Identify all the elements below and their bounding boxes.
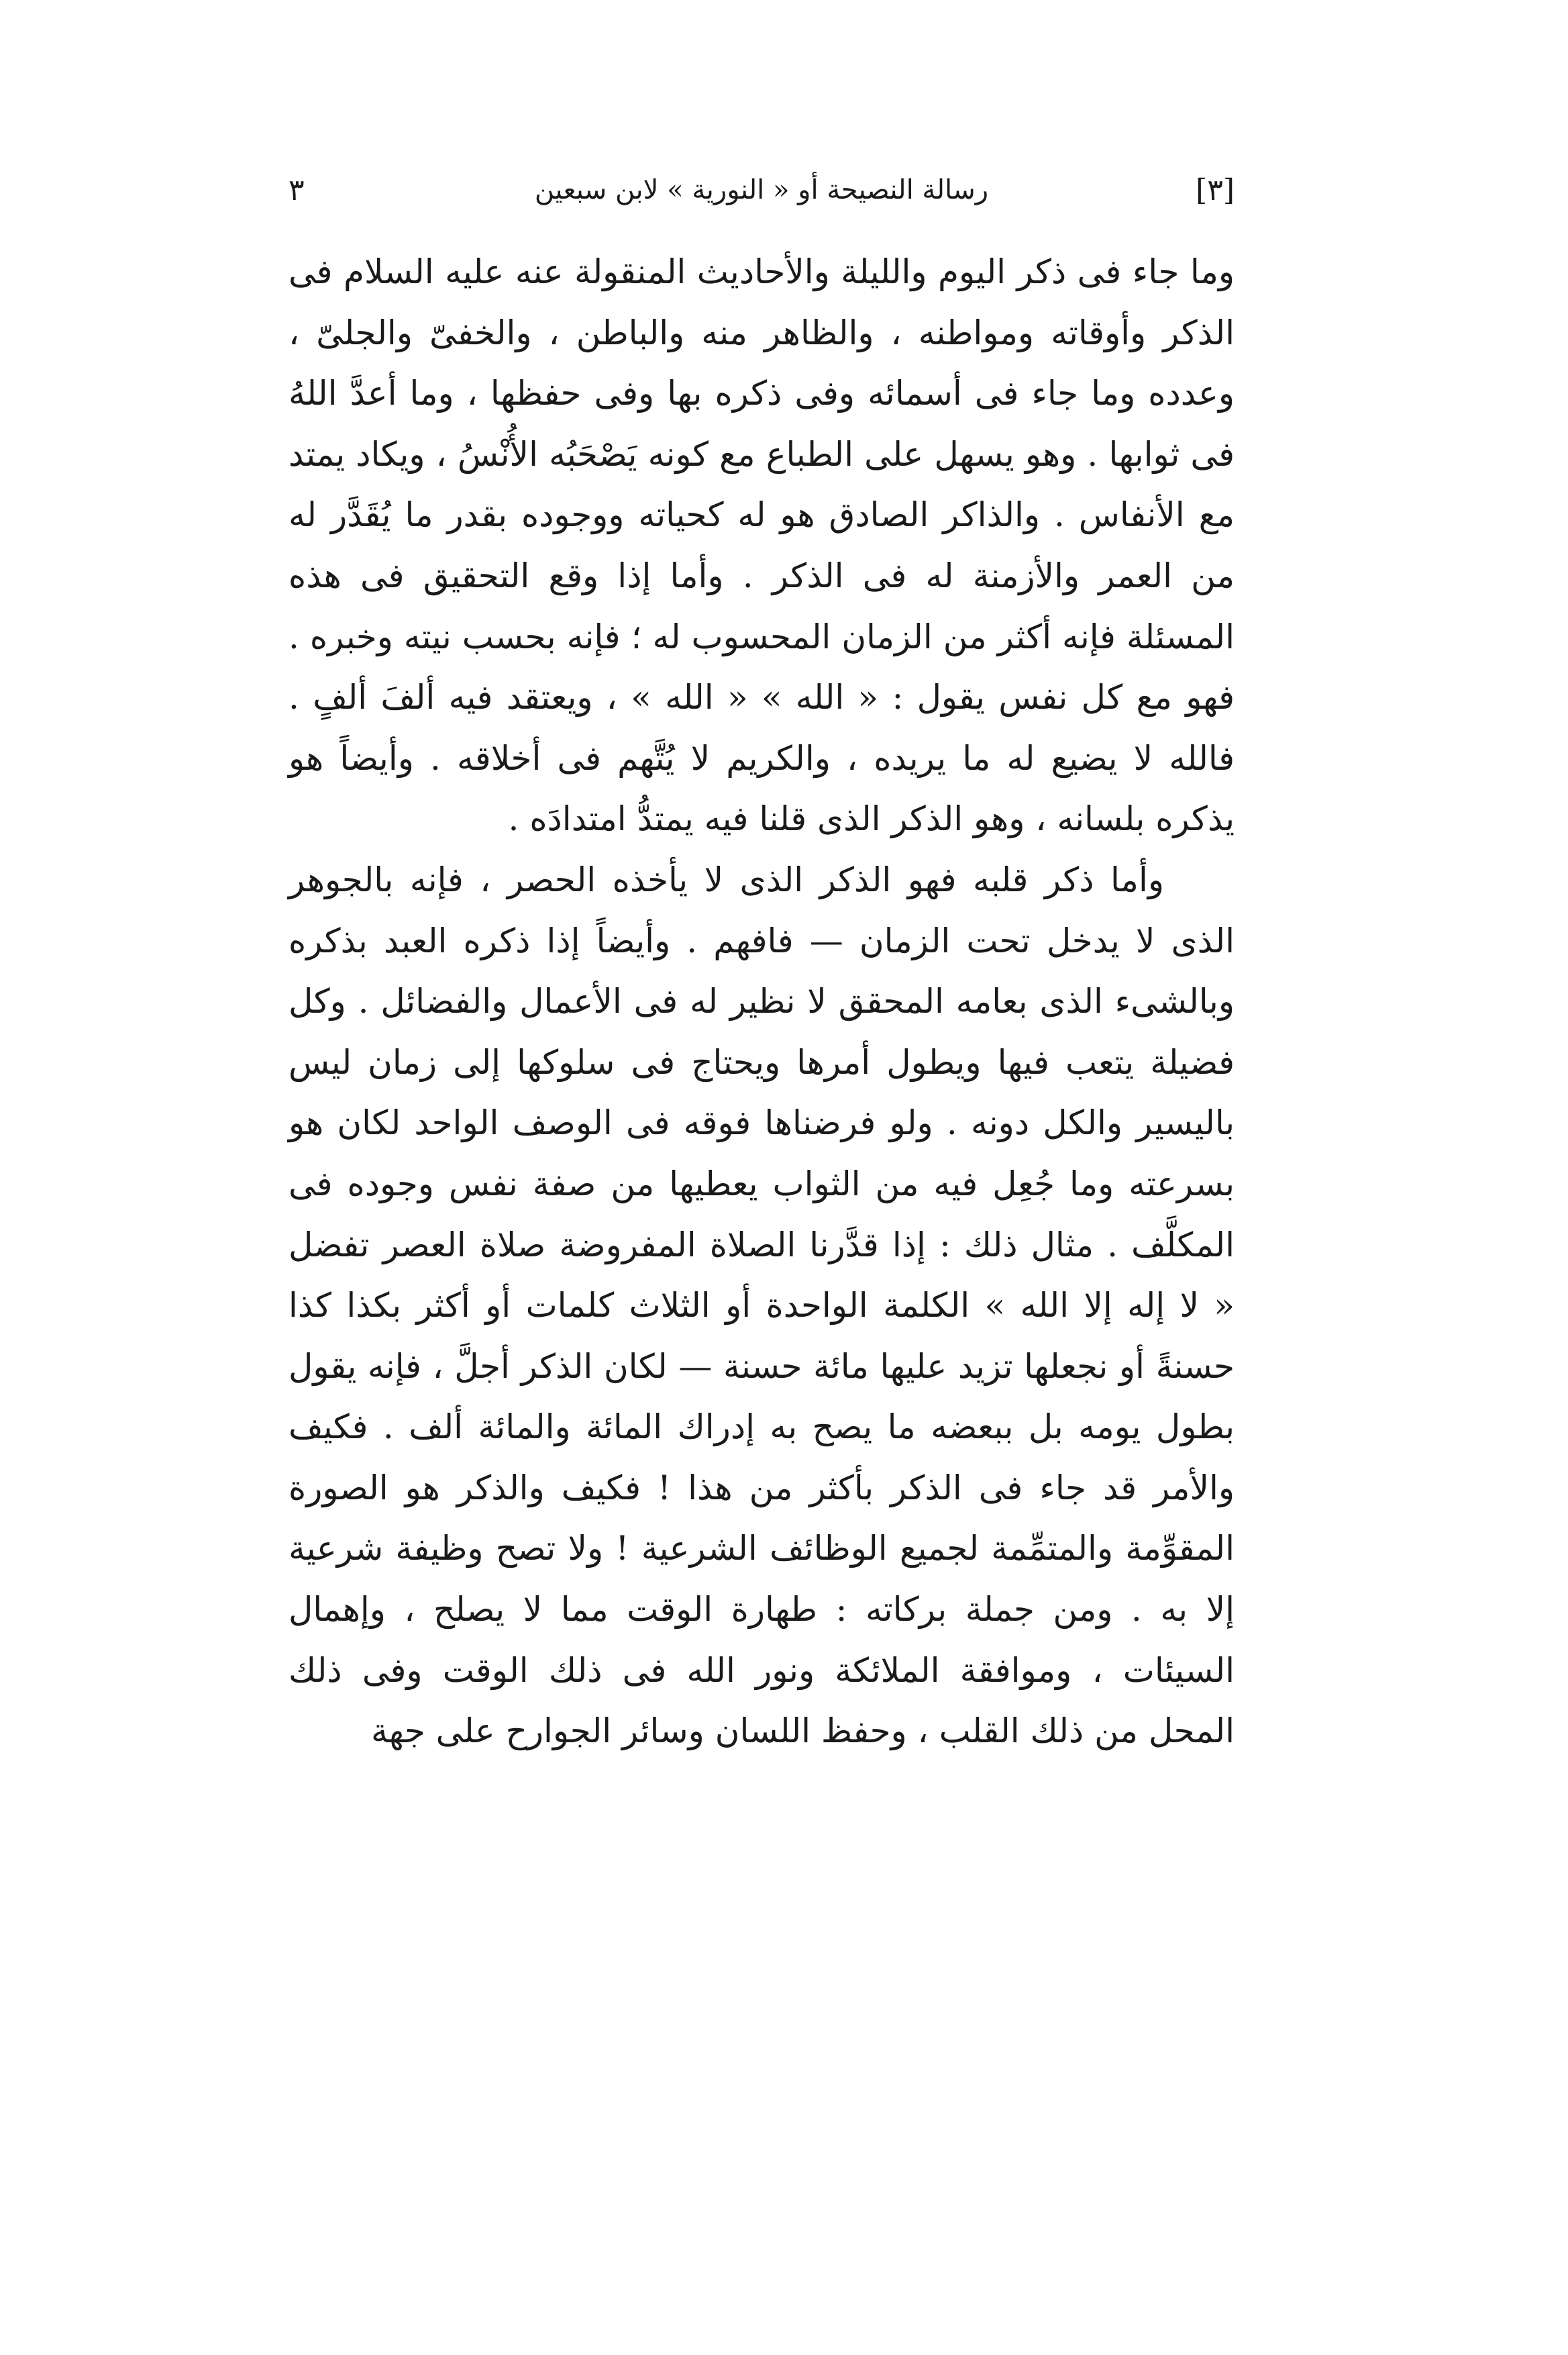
running-title: رسالة النصيحة أو « النورية » لابن سبعين [534,174,989,205]
page-header [289,173,1235,220]
section-marker: [٣] [1196,173,1235,207]
body-text [289,242,1235,1762]
paragraph-1: وما جاء فى ذكر اليوم والليلة والأحاديث المنقولة عنه عليه السلام فى الذكر وأوقاته ومواطنه ، والظاهر منه والباطن ، والخفىّ والجلىّ ، وعدده وما جاء فى أسمائه وفى ذكره بها وفى حفظها ، وما أعدَّ اللهُ فى ثوابها . وهو يسهل على الطباع مع كونه يَصْحَبُه الأُنْسُ ، ويكاد يمتد مع الأنفاس . والذاكر الصادق هو له كحياته ووجوده بقدر ما يُقَدَّر له من العمر والأزمنة له فى الذكر . وأما إذا وقع التحقيق فى هذه المسئلة فإنه أكثر من الزمان المحسوب له ؛ فإنه بحسب نيته وخبره . فهو مع كل نفس يقول : « الله » « الله » ، ويعتقد فيه ألفَ ألفٍ . فالله لا يضيع له ما يريده ، والكريم لا يُتَّهم فى أخلاقه . وأيضاً هو يذكره بلسانه ، وهو الذكر الذى قلنا فيه يمتدُّ امتدادَه . [289,252,1235,839]
page-number: ٣ [289,173,305,207]
paragraph-2: وأما ذكر قلبه فهو الذكر الذى لا يأخذه الحصر ، فإنه بالجوهر الذى لا يدخل تحت الزمان — فافهم . وأيضاً إذا ذكره العبد بذكره وبالشىء الذى بعامه المحقق لا نظير له فى الأعمال والفضائل . وكل فضيلة يتعب فيها ويطول أمرها ويحتاج فى سلوكها إلى زمان ليس باليسير والكل دونه . ولو فرضناها فوقه فى الوصف الواحد لكان هو بسرعته وما جُعِل فيه من الثواب يعطيها من صفة نفس وجوده فى المكلَّف . مثال ذلك : إذا قدَّرنا الصلاة المفروضة صلاة العصر تفضل « لا إله إلا الله » الكلمة الواحدة أو الثلاث كلمات أو أكثر بكذا كذا حسنةً أو نجعلها تزيد عليها مائة حسنة — لكان الذكر أجلَّ ، فإنه يقول بطول يومه بل ببعضه ما يصح به إدراك المائة والمائة ألف . فكيف والأمر قد جاء فى الذكر بأكثر من هذا ! فكيف والذكر هو الصورة المقوِّمة والمتمِّمة لجميع الوظائف الشرعية ! ولا تصح وظيفة شرعية إلا به . ومن جملة بركاته : طهارة الوقت مما لا يصلح ، وإهمال السيئات ، وموافقة الملائكة ونور الله فى ذلك الوقت وفى ذلك المحل من ذلك القلب ، وحفظ اللسان وسائر الجوارح على جهة [289,860,1235,1751]
